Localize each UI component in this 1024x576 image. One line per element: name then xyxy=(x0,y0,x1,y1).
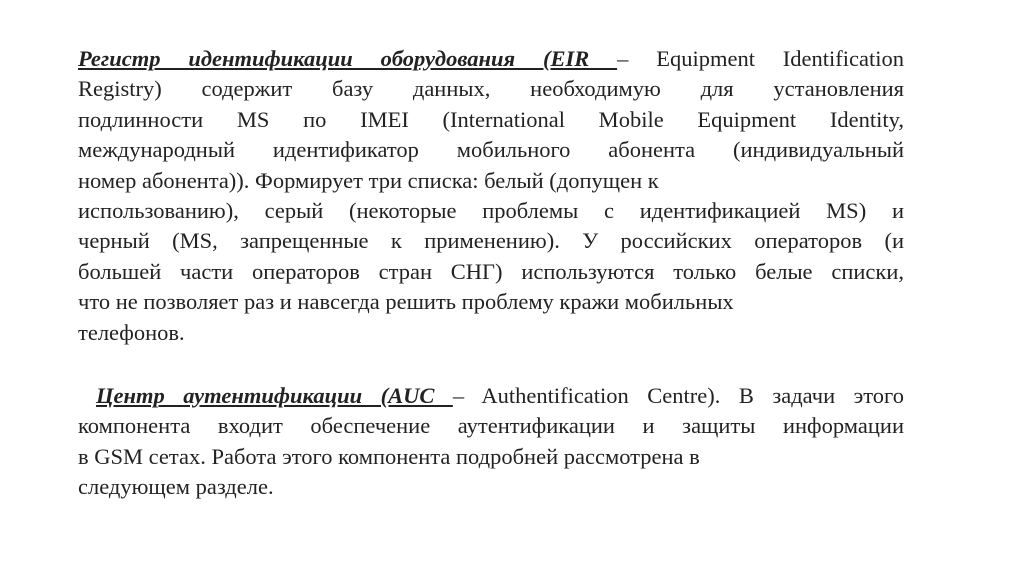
eir-line-5: номер абонента)). Формирует три списка: белый (допущен к xyxy=(78,167,659,193)
auc-line-4: следующем разделе. xyxy=(78,474,274,500)
eir-line-9: что не позволяет раз и навсегда решить проблему кражи мобильных xyxy=(78,289,734,315)
auc-line-3: в GSM сетах. Работа этого компонента подробней рассмотрена в xyxy=(78,443,700,469)
auc-term: Центр аутентификации (AUC xyxy=(96,383,453,408)
eir-line-10: телефонов. xyxy=(78,319,185,345)
auc-line-1-text: – Authentification Centre). В задачи этого xyxy=(452,383,904,408)
eir-paragraph xyxy=(78,44,904,348)
eir-line-2: Registry) содержит базу данных, необходимую для установления xyxy=(78,76,904,102)
eir-line-1-text: – Equipment Identification xyxy=(617,46,905,71)
eir-line-8: большей части операторов стран СНГ) используются только белые списки, xyxy=(78,258,904,284)
eir-line-6: использованию), серый (некоторые проблемы с идентификацией MS) и xyxy=(78,198,904,224)
eir-line-3: подлинности MS по IMEI (International Mobile Equipment Identity, xyxy=(78,106,904,132)
eir-line-4: международный идентификатор мобильного абонента (индивидуальный xyxy=(78,137,904,163)
eir-term: Регистр идентификации оборудования (EIR xyxy=(78,46,618,71)
auc-line-1 xyxy=(78,381,904,411)
auc-paragraph xyxy=(78,381,904,503)
eir-line-1 xyxy=(78,44,904,74)
eir-line-7: черный (MS, запрещенные к применению). У российских операторов (и xyxy=(78,228,904,254)
auc-line-2: компонента входит обеспечение аутентификации и защиты информации xyxy=(78,413,904,439)
